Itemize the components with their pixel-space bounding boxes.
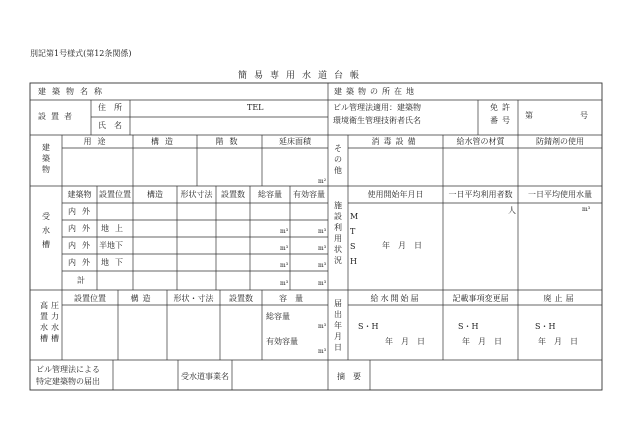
elev-eff: 有効容量	[266, 337, 298, 346]
era-m: M	[350, 212, 359, 221]
col-position: 設置位置	[99, 190, 131, 199]
col-abolish-notice: 廃止届	[543, 294, 577, 303]
recv-row-3: 内外	[68, 258, 96, 267]
col-floor-area: 延床面積	[279, 137, 311, 146]
unit-m3: m³	[318, 245, 327, 252]
unit-area: m²	[318, 178, 327, 185]
building-side-label: 建築物	[42, 143, 50, 174]
usage-side-label: 施設利用状況	[334, 201, 342, 265]
col-pipe-material: 給水管の材質	[456, 137, 505, 146]
col-start-date: 使用開始年月日	[367, 190, 424, 199]
tel-label: TEL	[247, 103, 264, 112]
recv-row-1: 内外	[68, 224, 96, 233]
col-shape: 形状寸法	[180, 190, 213, 199]
address-label: 住所	[98, 103, 130, 112]
unit-m3: m³	[318, 323, 327, 330]
col-avg-users: 一日平均利用者数	[448, 190, 513, 199]
col-structure: 構造	[151, 137, 179, 146]
manager-label-1: ビル管理法適用：建築物	[333, 103, 421, 112]
unit-m3: m³	[280, 245, 289, 252]
era-h: H	[350, 257, 357, 266]
recv-row-0: 内外	[68, 207, 96, 216]
owner-label: 設置者	[38, 112, 77, 121]
col-disinfect: 消毒設備	[371, 137, 420, 146]
unit-m3: m³	[318, 348, 327, 355]
press-side-label: 圧力水槽	[51, 301, 59, 343]
unit-m3: m³	[280, 228, 289, 235]
form-id: 別記第1号様式(第12条関係)	[30, 49, 132, 58]
col-elev-count: 設置数	[229, 294, 253, 303]
recv-side-label: 受水槽	[42, 212, 50, 249]
col-use: 用途	[83, 137, 112, 146]
notice-side-label: 届出年月日	[334, 299, 342, 352]
recv-row-3-pos: 地下	[101, 258, 129, 267]
unit-m3: m³	[280, 280, 289, 287]
era-s: S	[350, 242, 356, 251]
notice-era-2: S・H	[458, 322, 479, 331]
col-total-cap: 総容量	[258, 190, 282, 199]
col-elev-shape: 形状・寸法	[173, 294, 214, 303]
col-change-notice: 記載事項変更届	[452, 294, 509, 303]
recv-row-1-pos: 地上	[101, 224, 129, 233]
era-t: T	[350, 227, 356, 236]
dai-label: 第	[525, 111, 533, 120]
notice-era-3: S・H	[535, 322, 556, 331]
col-antirust: 防錆剤の使用	[536, 137, 584, 146]
license-label-1: 免許	[490, 103, 514, 112]
recv-row-total: 計	[77, 276, 85, 285]
page-title: 簡易専用水道台帳	[238, 71, 367, 81]
go-label: 号	[580, 111, 588, 120]
usage-ymd: 年 月 日	[382, 241, 422, 250]
unit-people: 人	[508, 206, 516, 215]
elev-side-label: 高置水槽	[40, 301, 48, 343]
license-label-2: 番号	[490, 116, 514, 125]
col-eff-cap: 有効容量	[293, 190, 325, 199]
col-avg-water: 一日平均使用水量	[528, 190, 592, 199]
unit-m3: m³	[582, 206, 591, 213]
unit-m3: m³	[318, 280, 327, 287]
col-count: 設置数	[221, 190, 245, 199]
owner-name-label: 氏名	[98, 121, 130, 130]
bill-label-1: ビル管理法による	[36, 365, 100, 374]
remarks-label: 摘 要	[337, 372, 361, 381]
unit-m3: m³	[280, 262, 289, 269]
notice-ymd-3: 年 月 日	[538, 337, 578, 346]
col-structure2: 構造	[147, 190, 163, 199]
unit-m3: m³	[318, 228, 327, 235]
notice-era-1: S・H	[358, 322, 379, 331]
notice-ymd-2: 年 月 日	[462, 337, 502, 346]
elev-total: 総容量	[266, 312, 290, 321]
col-bldg: 建築物	[67, 190, 92, 199]
recv-row-2: 内外	[68, 241, 96, 250]
col-floors: 階数	[215, 137, 244, 146]
col-elev-capacity: 容量	[279, 294, 311, 303]
manager-label-2: 環境衛生管理技術者氏名	[333, 116, 421, 125]
other-side-label: その他	[334, 144, 342, 175]
col-start-notice: 給水開始届	[370, 294, 421, 303]
building-name-label: 建築物名称	[38, 87, 108, 96]
building-location-label: 建築物の所在地	[334, 87, 418, 96]
bill-label-2: 特定建築物の届出	[36, 377, 100, 386]
unit-m3: m³	[318, 262, 327, 269]
notice-ymd-1: 年 月 日	[385, 337, 425, 346]
col-elev-structure: 構造	[130, 294, 155, 303]
recv-row-2-pos: 半地下	[99, 241, 123, 250]
col-elev-position: 設置位置	[74, 294, 106, 303]
operator-label: 受水道事業名	[181, 372, 229, 381]
